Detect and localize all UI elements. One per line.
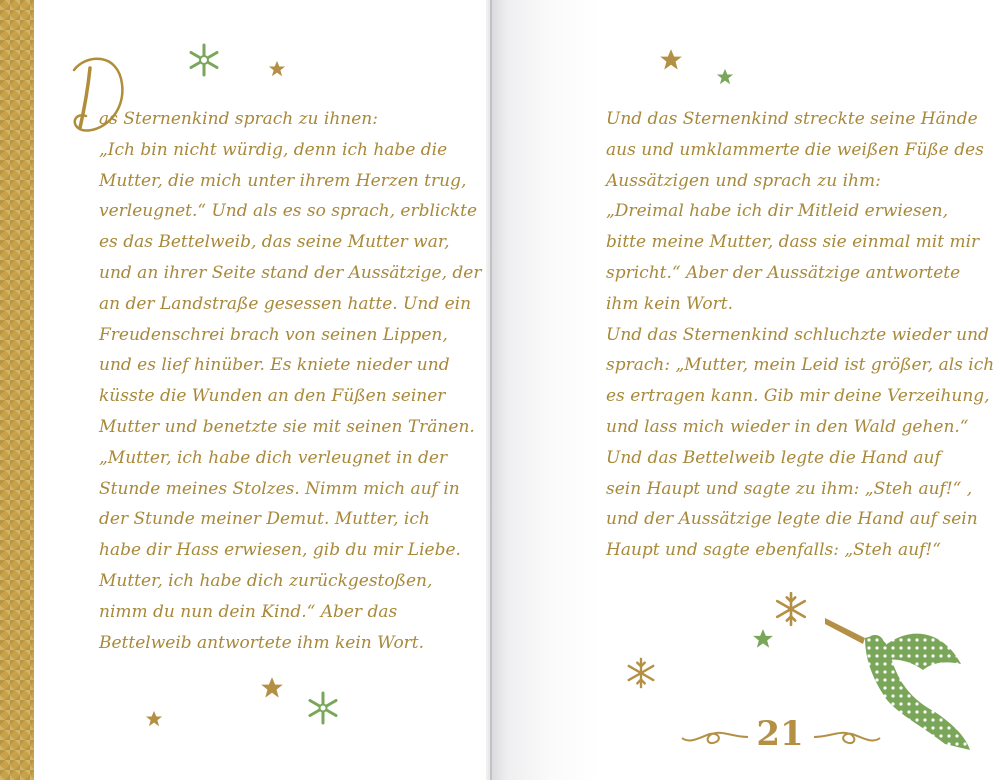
text-line: aus und umklammerte die weißen Füße des (606, 139, 984, 160)
left-page-text (99, 104, 489, 658)
text-line: Und das Bettelweib legte die Hand auf (606, 447, 941, 468)
text-line: Stunde meines Stolzes. Nimm mich auf in (99, 478, 460, 499)
text-line: spricht.“ Aber der Aussätzige antwortete (606, 262, 961, 283)
text-line: sprach: „Mutter, mein Leid ist größer, als ich (606, 355, 995, 376)
first-line-rest: as Sternenkind sprach zu ihnen: (99, 109, 378, 129)
text-line: und an ihrer Seite stand der Aussätzige, der (99, 262, 482, 283)
text-line: Freudenschrei brach von seinen Lippen, (99, 324, 448, 345)
star-icon (268, 60, 286, 78)
text-line: nimm du nun dein Kind.“ Aber das (99, 601, 398, 622)
text-line: habe dir Hass erwiesen, gib du mir Liebe. (99, 540, 461, 561)
text-line: Mutter, ich habe dich zurückgestoßen, (99, 570, 433, 591)
text-line: „Dreimal habe ich dir Mitleid erwiesen, (606, 201, 949, 222)
star-icon (145, 710, 163, 728)
snowflake-icon (772, 590, 810, 628)
flourish-icon (812, 726, 882, 748)
snowflake-icon (624, 656, 658, 690)
star-icon (260, 676, 284, 700)
flourish-icon (680, 726, 750, 748)
right-page-text (606, 104, 995, 566)
text-line: sein Haupt und sagte zu ihm: „Steh auf!“ , (606, 478, 973, 499)
text-line: „Mutter, ich habe dich verleugnet in der (99, 447, 448, 468)
text-line: bitte meine Mutter, dass sie einmal mit mir (606, 232, 980, 253)
text-line: Bettelweib antwortete ihm kein Wort. (99, 632, 425, 653)
text-line: ihm kein Wort. (606, 293, 733, 314)
text-line: es ertragen kann. Gib mir deine Verzeihung, (606, 386, 990, 407)
text-line: der Stunde meiner Demut. Mutter, ich (99, 509, 430, 530)
text-line: „Ich bin nicht würdig, denn ich habe die (99, 139, 448, 160)
text-line: an der Landstraße gesessen hatte. Und ein (99, 293, 472, 314)
text-line: Haupt und sagte ebenfalls: „Steh auf!“ (606, 540, 941, 561)
text-line: und der Aussätzige legte die Hand auf sein (606, 509, 978, 530)
decorative-gold-border (0, 0, 34, 780)
snowflake-icon (305, 690, 341, 726)
text-line: und lass mich wieder in den Wald gehen.“ (606, 416, 969, 437)
text-line: es das Bettelweib, das seine Mutter war, (99, 232, 450, 253)
text-line: Mutter, die mich unter ihrem Herzen trug, (99, 170, 467, 191)
text-line: Aussätzigen und sprach zu ihm: (606, 170, 881, 191)
page-number: 21 (756, 714, 804, 754)
text-line: verleugnet.“ Und als es so sprach, erblickte (99, 201, 478, 222)
text-line: Und das Sternenkind schluchzte wieder und (606, 324, 989, 345)
snowflake-icon (186, 42, 222, 78)
text-line: Und das Sternenkind streckte seine Hände (606, 109, 978, 129)
text-line: Mutter und benetzte sie mit seinen Tränen. (99, 416, 475, 437)
star-icon (716, 68, 734, 86)
star-icon (752, 628, 774, 650)
star-icon (659, 48, 683, 72)
text-line: küsste die Wunden an den Füßen seiner (99, 386, 446, 407)
text-line: und es lief hinüber. Es kniete nieder und (99, 355, 450, 376)
